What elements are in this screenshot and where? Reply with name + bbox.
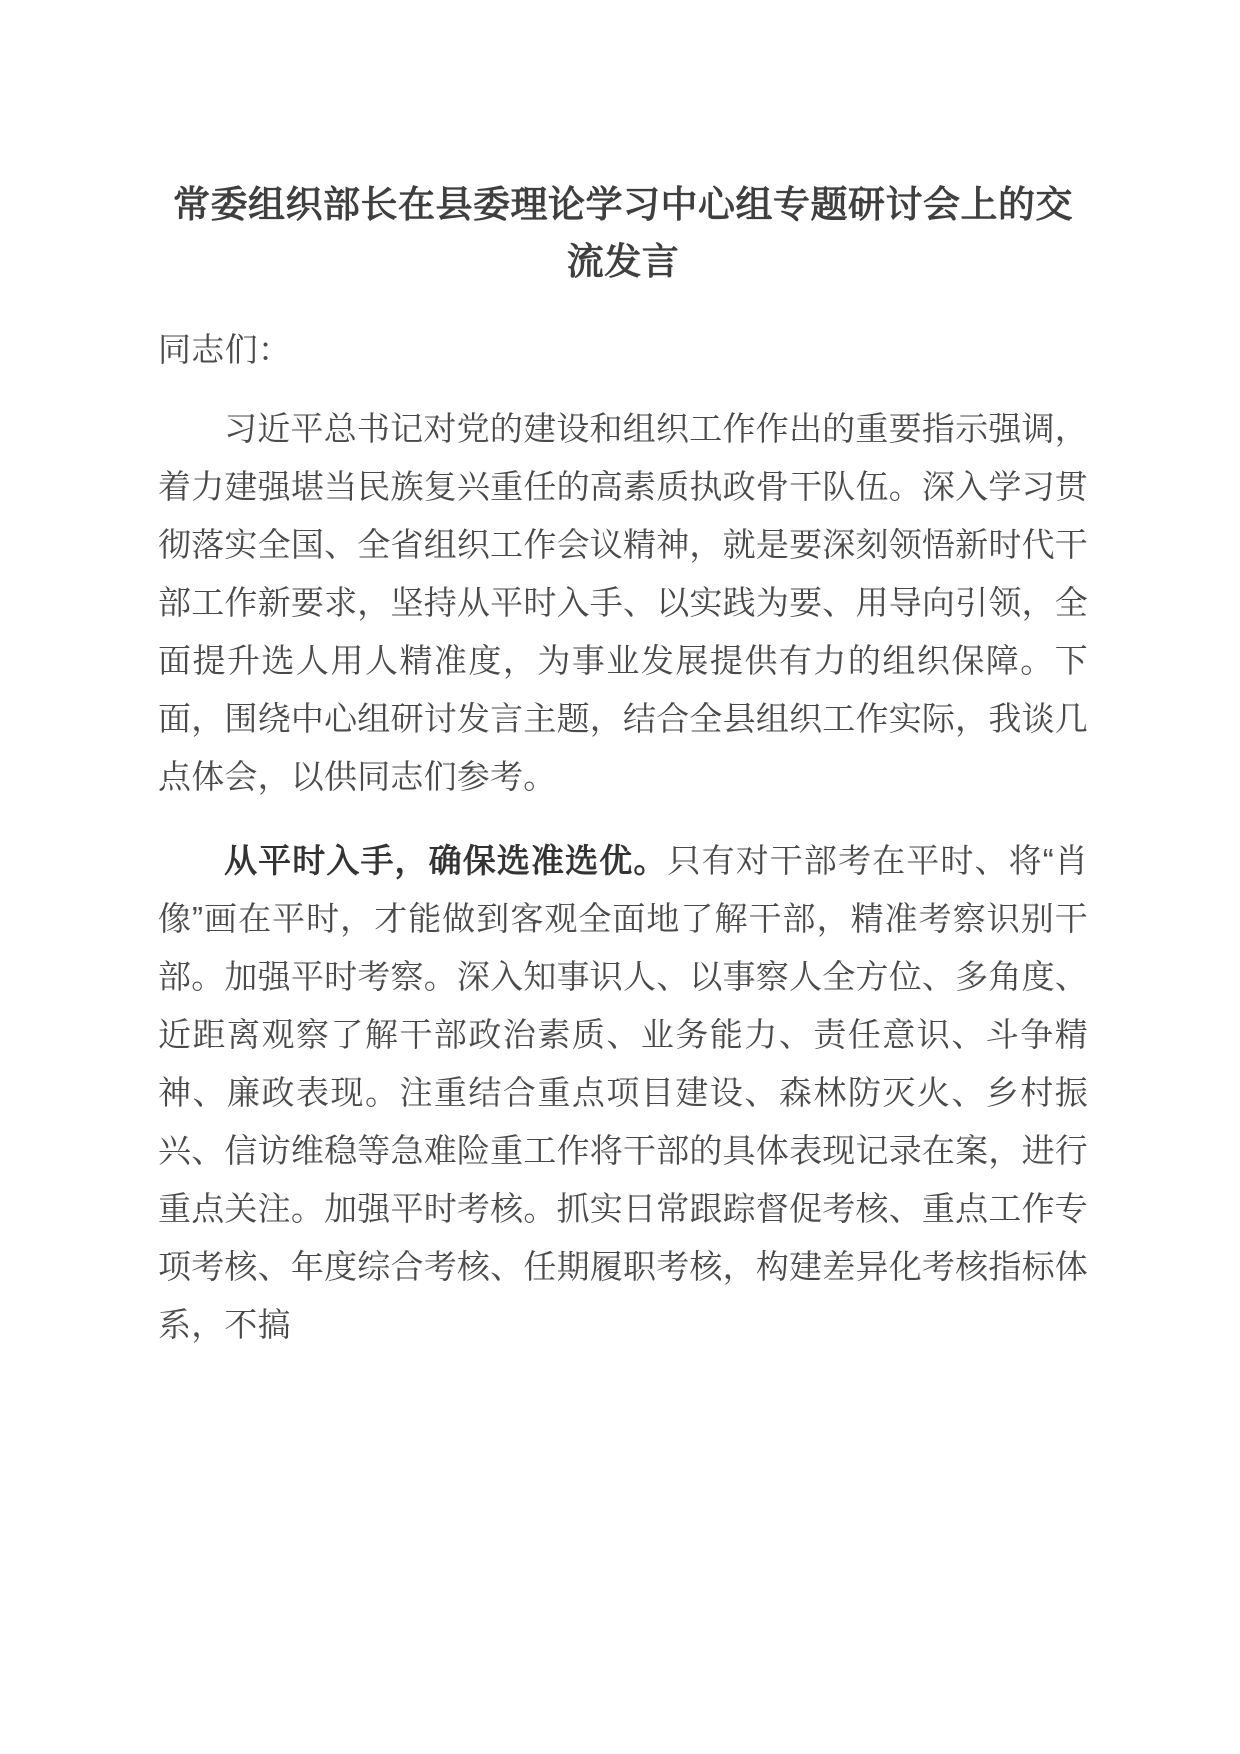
- page-title: [158, 0, 1088, 291]
- paragraph-2-lead: 从平时入手，确保选准选优。: [224, 842, 668, 880]
- salutation: 同志们：: [158, 330, 292, 368]
- document-body: [158, 0, 1088, 1354]
- page-title-line-1: 常委组织部长在县委理论学习中心组专题研讨会上的交流: [173, 184, 1073, 283]
- paragraph-2-text: 只有对干部考在平时、将“肖像”画在平时，才能做到客观全面地了解干部，精准考察识别干部。加强平时考察。深入知事识人、以事察人全方位、多角度、近距离观察了解干部政治素质、业务能力、责任意识、斗争精神、廉政表现。注重结合重点项目建设、森林防灭火、乡村振兴、信访维稳等急难险重工作将干部的具体表现记录在案，进行重点关注。加强平时考核。抓实日常跟踪督促考核、重点工作专项考核、年度综合考核、任期履职考核，构建差异化考核指标体系，不搞: [158, 842, 1089, 1344]
- paragraph-1-text: 习近平总书记对党的建设和组织工作作出的重要指示强调，着力建强堪当民族复兴重任的高素质执政骨干队伍。深入学习贯彻落实全国、全省组织工作会议精神，就是要深刻领悟新时代干部工作新要求，坚持从平时入手、以实践为要、用导向引领，全面提升选人用人精准度，为事业发展提供有力的组织保障。下面，围绕中心组研讨发言主题，结合全县组织工作实际，我谈几点体会，以供同志们参考。: [158, 410, 1088, 796]
- body-paragraph-1: [158, 374, 1088, 806]
- page-title-line-2: 发言: [604, 241, 680, 283]
- body-paragraph-2: [158, 806, 1088, 1354]
